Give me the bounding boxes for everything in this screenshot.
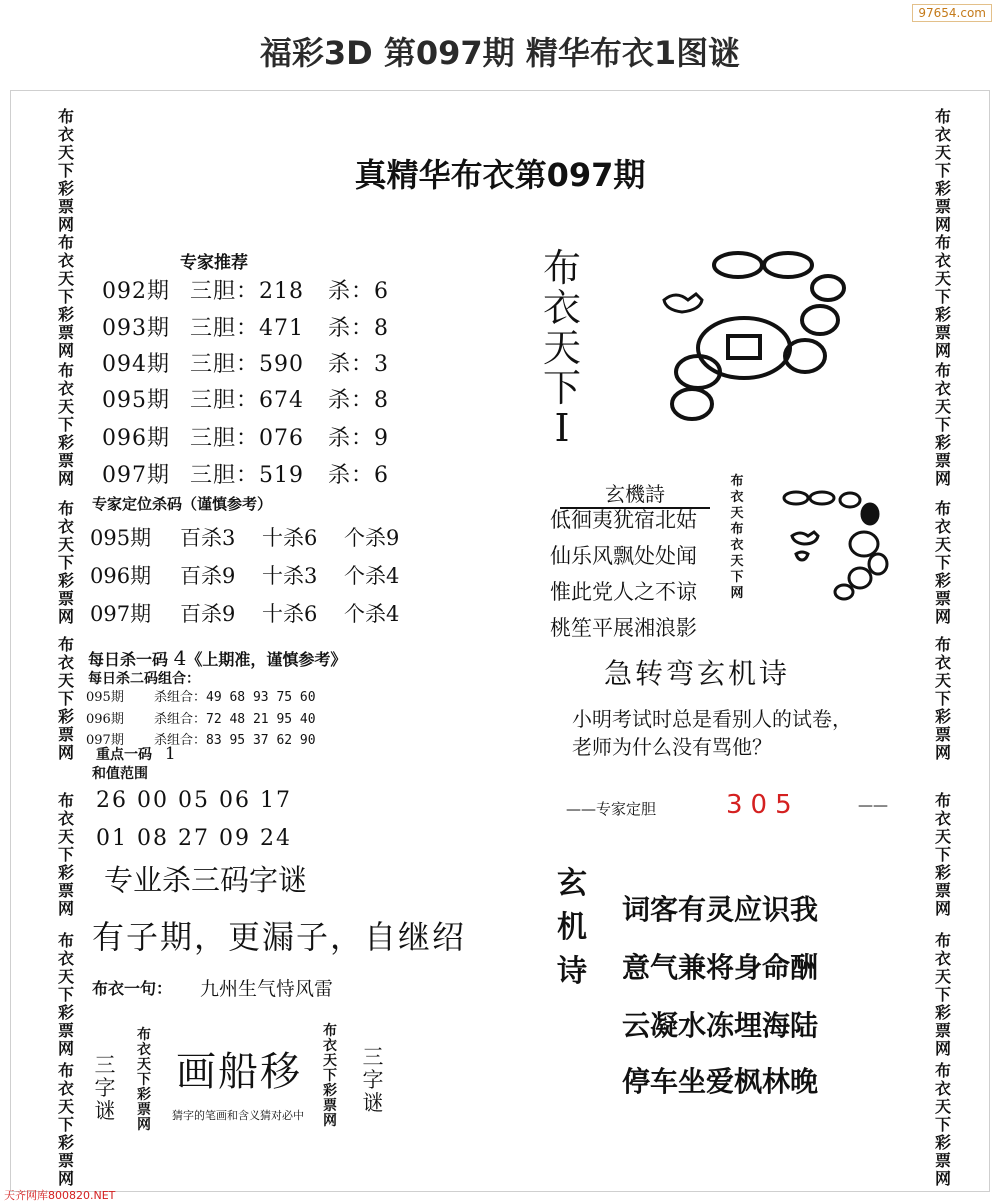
kill-bai: 百杀9 xyxy=(180,602,236,626)
expert-row xyxy=(102,383,389,414)
kill-bai: 百杀3 xyxy=(180,526,236,550)
daily-kill-line xyxy=(88,646,346,670)
inner-title: 真精华布衣第097期 xyxy=(354,156,646,194)
position-kill-row xyxy=(90,522,399,552)
dan-tail: —— xyxy=(858,796,888,814)
kill-shi: 十杀6 xyxy=(262,602,318,626)
brand-vertical-left: 布 衣 天 下 彩 票 网 xyxy=(57,931,74,1058)
sum-range-label: 和值范围 xyxy=(92,766,148,782)
key-number-label: 重点一码 xyxy=(96,747,152,763)
footer-source: 天齐网库800820.NET xyxy=(4,1189,116,1202)
combo-period: 096期 xyxy=(86,712,124,727)
riddle-question: 老师为什么没有骂他？ xyxy=(572,735,772,759)
brand-vertical-left: 布 衣 天 下 彩 票 网 xyxy=(57,499,74,626)
daily-kill-label: 每日杀一码 xyxy=(88,650,169,669)
poem-side-brand: 布 衣 天 布 衣 天 下 网 xyxy=(730,474,744,601)
small-brand-right: 布 衣 天 下 彩 票 网 xyxy=(323,1023,337,1129)
brand-vertical-left: 布 衣 天 下 彩 票 网 xyxy=(57,791,74,918)
brand-vertical-right: 布 衣 天 下 彩 票 网 xyxy=(934,361,951,488)
riddle-question: 小明考试时总是看别人的试卷， xyxy=(572,707,852,731)
combo-text: 杀组合：49 68 93 75 60 xyxy=(154,690,316,705)
brand-vertical-left: 布 衣 天 下 彩 票 网 xyxy=(57,635,74,762)
brand-vertical-right: 布 衣 天 下 彩 票 网 xyxy=(934,635,951,762)
kill-three-title: 专业杀三码字谜 xyxy=(104,863,308,897)
brand-vertical-left: 布 衣 天 下 彩 票 网 xyxy=(57,1061,74,1188)
brand-vertical-right: 布 衣 天 下 彩 票 网 xyxy=(934,931,951,1058)
riddle-heading: 急转弯玄机诗 xyxy=(604,657,791,690)
combo-period: 095期 xyxy=(86,690,124,705)
expert-kill: 杀：8 xyxy=(328,388,389,413)
poem-line: 桃笙平展湘浪影 xyxy=(550,616,697,640)
coin-chain-icon xyxy=(650,240,870,430)
key-number-value: 1 xyxy=(164,744,176,764)
phrase-value: 九州生气恃风雷 xyxy=(200,978,334,1000)
sum-range-row: 26 00 05 06 17 xyxy=(96,788,292,813)
brand-vertical-right: 布 衣 天 下 彩 票 网 xyxy=(934,1061,951,1188)
combo-text: 杀组合：83 95 37 62 90 xyxy=(154,733,316,748)
expert-row xyxy=(102,311,389,342)
bottom-riddle: 画船移 xyxy=(176,1049,302,1095)
expert-row xyxy=(102,458,389,489)
dan-label: ——专家定胆 xyxy=(566,800,657,818)
kill-bai: 百杀9 xyxy=(180,564,236,588)
brand-vertical-right: 布 衣 天 下 彩 票 网 xyxy=(934,791,951,918)
combo-title: 每日杀二码组合： xyxy=(88,671,200,687)
position-kill-title: 专家定位杀码（谨慎参考） xyxy=(92,495,273,513)
xuanji-line: 云凝水冻埋海陆 xyxy=(622,1009,819,1042)
expert-row xyxy=(102,421,389,452)
expert-dan: 三胆：590 xyxy=(190,352,304,377)
kill-ge: 个杀4 xyxy=(344,564,400,588)
expert-period: 093期 xyxy=(102,316,170,341)
sanzi-label-right: 三 字 谜 xyxy=(362,1045,384,1115)
xuanji-label: 玄 机 诗 xyxy=(557,866,587,989)
kill-shi: 十杀3 xyxy=(262,564,318,588)
brand-vertical-right: 布 衣 天 下 彩 票 网 xyxy=(934,233,951,360)
expert-kill: 杀：3 xyxy=(328,352,389,377)
position-kill-row xyxy=(90,598,399,628)
expert-kill: 杀：8 xyxy=(328,316,389,341)
expert-period: 094期 xyxy=(102,352,170,377)
kill-period: 097期 xyxy=(90,602,152,626)
daily-kill-value: 4 xyxy=(173,646,187,670)
combo-period: 097期 xyxy=(86,733,124,748)
brand-vertical-left: 布 衣 天 下 彩 票 网 xyxy=(57,361,74,488)
expert-row xyxy=(102,347,389,378)
poem-line: 仙乐风飘处处闻 xyxy=(550,544,697,568)
riddle-hint: 猜字的笔画和含义猜对必中 xyxy=(172,1109,304,1122)
kill-period: 095期 xyxy=(90,526,152,550)
expert-dan: 三胆：218 xyxy=(190,279,304,304)
brand-vertical-right: 布 衣 天 下 彩 票 网 xyxy=(934,499,951,626)
sum-range-row: 01 08 27 09 24 xyxy=(96,826,292,851)
expert-dan: 三胆：674 xyxy=(190,388,304,413)
combo-text: 杀组合：72 48 21 95 40 xyxy=(154,712,316,727)
poem-line: 惟此党人之不谅 xyxy=(550,580,697,604)
poem-title: 玄機詩 xyxy=(560,478,710,509)
expert-kill: 杀：6 xyxy=(328,279,389,304)
expert-period: 096期 xyxy=(102,426,170,451)
kill-three-riddle: 有子期，更漏子，自继绍 xyxy=(92,918,467,956)
expert-period: 097期 xyxy=(102,463,170,488)
phrase-label: 布衣一句： xyxy=(92,979,173,998)
position-kill-row xyxy=(90,560,399,590)
combo-row xyxy=(86,708,316,727)
brand-vertical-left: 布 衣 天 下 彩 票 网 xyxy=(57,107,74,234)
expert-period: 095期 xyxy=(102,388,170,413)
kill-period: 096期 xyxy=(90,564,152,588)
kill-shi: 十杀6 xyxy=(262,526,318,550)
expert-title: 专家推荐 xyxy=(180,253,248,273)
small-brand-left: 布 衣 天 下 彩 票 网 xyxy=(137,1027,151,1133)
daily-kill-note: 《上期准，谨慎参考》 xyxy=(186,650,347,669)
site-watermark: 97654.com xyxy=(912,4,992,22)
sanzi-label-left: 三 字 谜 xyxy=(94,1053,116,1123)
poem-line: 低徊夷犹宿北姑 xyxy=(550,508,697,532)
xuanji-line: 词客有灵应识我 xyxy=(622,893,819,926)
expert-dan: 三胆：076 xyxy=(190,426,304,451)
expert-dan: 三胆：519 xyxy=(190,463,304,488)
expert-dan: 三胆：471 xyxy=(190,316,304,341)
brand-vertical-left: 布 衣 天 下 彩 票 网 xyxy=(57,233,74,360)
expert-row xyxy=(102,274,389,305)
brand-vertical-right: 布 衣 天 下 彩 票 网 xyxy=(934,107,951,234)
xuanji-line: 意气兼将身命酬 xyxy=(622,951,819,984)
combo-row xyxy=(86,686,316,705)
xuanji-line: 停车坐爱枫林晚 xyxy=(622,1065,819,1098)
expert-period: 092期 xyxy=(102,279,170,304)
kill-ge: 个杀9 xyxy=(344,526,400,550)
gold-ingot-icon xyxy=(778,484,898,604)
dan-value: 305 xyxy=(726,790,800,820)
big-brand-vertical: 布 衣 天 下 I xyxy=(542,246,581,450)
expert-kill: 杀：6 xyxy=(328,463,389,488)
page-title: 福彩3D 第097期 精华布衣1图谜 xyxy=(259,34,741,72)
key-number-line xyxy=(96,744,176,764)
kill-ge: 个杀4 xyxy=(344,602,400,626)
expert-kill: 杀：9 xyxy=(328,426,389,451)
